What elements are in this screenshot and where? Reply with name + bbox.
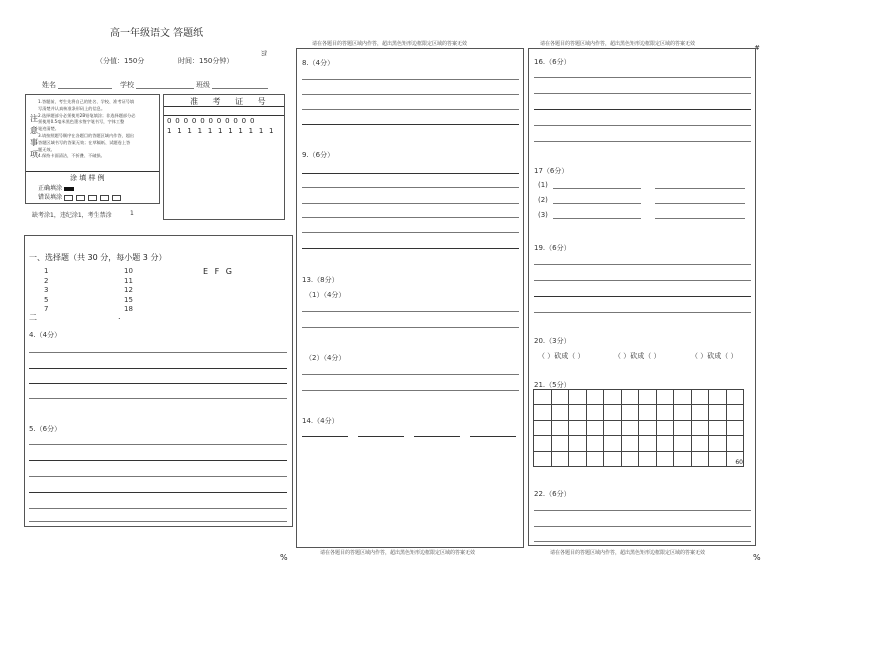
fill-example-title: 涂 填 样 例: [70, 174, 105, 182]
q9-answer-line[interactable]: [302, 187, 519, 188]
q14-blank-4[interactable]: [470, 436, 516, 437]
class-label: 班级: [196, 81, 210, 89]
q17-blank[interactable]: [655, 203, 745, 204]
q4-label: 4.（4分）: [29, 331, 62, 339]
column-2-bottom-note: 请在各题目的答题区域内作答，超出黑色矩形边框限定区域的答案无效: [320, 550, 476, 556]
column-3-bottom-note: 请在各题目的答题区域内作答，超出黑色矩形边框限定区域的答案无效: [550, 550, 706, 556]
q16-answer-line[interactable]: [534, 77, 751, 78]
stray-mark: ヨ: [260, 49, 268, 58]
q17-blank[interactable]: [553, 188, 641, 189]
q22-label: 22.（6分）: [534, 490, 571, 498]
section-two-title: 二: [29, 313, 37, 322]
q17-item-1: (1): [538, 181, 548, 189]
q8-answer-line[interactable]: [302, 109, 519, 110]
name-label: 姓名: [42, 81, 56, 89]
time-info: 时间：150分钟）: [178, 57, 234, 65]
q13-label: 13.（8分）: [302, 276, 339, 284]
name-field[interactable]: [58, 88, 112, 89]
page-title: 高一年级语文 答题纸: [110, 28, 204, 39]
correct-fill-label: 正确填涂: [38, 183, 74, 192]
mc-letter-options[interactable]: E F G: [203, 267, 232, 276]
absent-note: 缺考涂1，违纪涂1，考生禁涂: [32, 212, 112, 219]
admission-digits-row-0[interactable]: 0 0 0 0 0 0 0 0 0 0 0: [167, 117, 255, 125]
q13-part-2-label: （2）（4分）: [305, 354, 346, 362]
column-2-answer-box: [296, 48, 524, 548]
wrong-fill-icon: [100, 195, 109, 201]
q13-part-2-line[interactable]: [302, 390, 519, 391]
column-1-answer-box: [24, 235, 293, 527]
q13-part-1-line[interactable]: [302, 327, 519, 328]
registration-mark: %: [280, 553, 288, 562]
q19-label: 19.（6分）: [534, 244, 571, 252]
notice-box: [25, 94, 160, 204]
q17-blank[interactable]: [655, 218, 745, 219]
q8-label: 8.（4分）: [302, 59, 335, 67]
q20-blank-2[interactable]: （ ）砍成（ ）: [614, 352, 661, 360]
q9-answer-line[interactable]: [302, 248, 519, 249]
mc-mid-column[interactable]: 10 11 12 15 18: [124, 267, 133, 313]
q21-label: 21.（5分）: [534, 381, 571, 389]
q8-answer-line[interactable]: [302, 79, 519, 80]
q21-writing-grid[interactable]: [533, 389, 744, 467]
q19-answer-line[interactable]: [534, 312, 751, 313]
q19-answer-line[interactable]: [534, 264, 751, 265]
q20-blank-3[interactable]: （ ）砍成（ ）: [691, 352, 738, 360]
q19-answer-line[interactable]: [534, 296, 751, 297]
q16-answer-line[interactable]: [534, 125, 751, 126]
q13-part-2-line[interactable]: [302, 374, 519, 375]
q17-blank[interactable]: [553, 218, 641, 219]
q14-blank-1[interactable]: [302, 436, 348, 437]
q5-label: 5.（6分）: [29, 425, 62, 433]
q13-part-1-label: （1）（4分）: [305, 291, 346, 299]
q16-answer-line[interactable]: [534, 141, 751, 142]
q8-answer-line[interactable]: [302, 124, 519, 125]
admission-title: 准 考 证 号: [190, 97, 272, 106]
q5-answer-line[interactable]: [29, 460, 287, 461]
absent-fill-box[interactable]: 1: [130, 210, 134, 217]
q17-blank[interactable]: [655, 188, 745, 189]
correct-fill-icon: [64, 187, 74, 191]
school-field[interactable]: [136, 88, 194, 89]
q9-answer-line[interactable]: [302, 232, 519, 233]
wrong-fill-icon: [76, 195, 85, 201]
q19-answer-line[interactable]: [534, 280, 751, 281]
q9-answer-line[interactable]: [302, 217, 519, 218]
registration-mark: %: [753, 553, 761, 562]
q16-label: 16.（6分）: [534, 58, 571, 66]
q16-answer-line[interactable]: [534, 109, 751, 110]
q4-answer-line[interactable]: [29, 383, 287, 384]
q9-answer-line[interactable]: [302, 173, 519, 174]
wrong-fill-label: 错误填涂: [38, 192, 124, 201]
notice-text: 1.答题前，考生先将自己的姓名、学校、准考证号填 写清楚并认真核准条形码上的信息。 2.选择题部分必须使用2B铅笔填涂；非选择题部分必 须使用0.5毫米黑色墨水签字笔书写，字体工整 笔迹清楚。 3.请按照题号顺序在各题目的答题区域内作答，超出 答题区域书写的答案无效；在草稿纸、试题卷上答 题无效。 4.保持卡面清洁，不折叠、不破损。: [38, 99, 136, 159]
q14-label: 14.（4分）: [302, 417, 339, 425]
section-one-title: 一、选择题（共 30 分，每小题 3 分）: [29, 253, 167, 262]
hash-mark: #: [754, 44, 760, 52]
q14-blank-3[interactable]: [414, 436, 460, 437]
q17-item-2: (2): [538, 196, 548, 204]
wrong-fill-icon: [88, 195, 97, 201]
q5-answer-line[interactable]: [29, 444, 287, 445]
column-3-answer-box: [528, 48, 756, 546]
q20-label: 20.（3分）: [534, 337, 571, 345]
column-3-top-note: 请在各题目的答题区域内作答，超出黑色矩形边框限定区域的答案无效: [540, 41, 696, 47]
q5-answer-line[interactable]: [29, 492, 287, 493]
mc-left-column[interactable]: 1 2 3 5 7: [44, 267, 49, 313]
wrong-fill-icon: [64, 195, 73, 201]
q9-label: 9.（6分）: [302, 151, 335, 159]
q4-answer-line[interactable]: [29, 352, 287, 353]
wrong-fill-icon: [112, 195, 121, 201]
dot-mark: .: [118, 312, 121, 321]
column-2-top-note: 请在各题目的答题区域内作答，超出黑色矩形边框限定区域的答案无效: [312, 41, 468, 47]
q9-answer-line[interactable]: [302, 203, 519, 204]
q17-label: 17（6分）: [534, 167, 569, 175]
q16-answer-line[interactable]: [534, 93, 751, 94]
admission-digits-row-1[interactable]: 1 1 1 1 1 1 1 1 1 1 1: [167, 127, 274, 135]
notice-label: 注 意 事 项: [30, 114, 38, 159]
q4-answer-line[interactable]: [29, 368, 287, 369]
school-label: 学校: [120, 81, 134, 89]
class-field[interactable]: [212, 88, 268, 89]
q5-answer-line[interactable]: [29, 508, 287, 509]
q8-answer-line[interactable]: [302, 94, 519, 95]
q5-answer-line[interactable]: [29, 521, 287, 522]
q20-blank-1[interactable]: （ ）砍成（ ）: [538, 352, 585, 360]
q17-blank[interactable]: [553, 203, 641, 204]
q22-answer-line[interactable]: [534, 526, 751, 527]
q17-item-3: (3): [538, 211, 548, 219]
q14-blank-2[interactable]: [358, 436, 404, 437]
q22-answer-line[interactable]: [534, 541, 751, 542]
grid-count-label: 60: [726, 451, 744, 466]
q13-part-1-line[interactable]: [302, 311, 519, 312]
admission-box: [163, 94, 285, 220]
q22-answer-line[interactable]: [534, 510, 751, 511]
score-info: （分值：150分: [96, 57, 145, 65]
q4-answer-line[interactable]: [29, 398, 287, 399]
q5-answer-line[interactable]: [29, 476, 287, 477]
